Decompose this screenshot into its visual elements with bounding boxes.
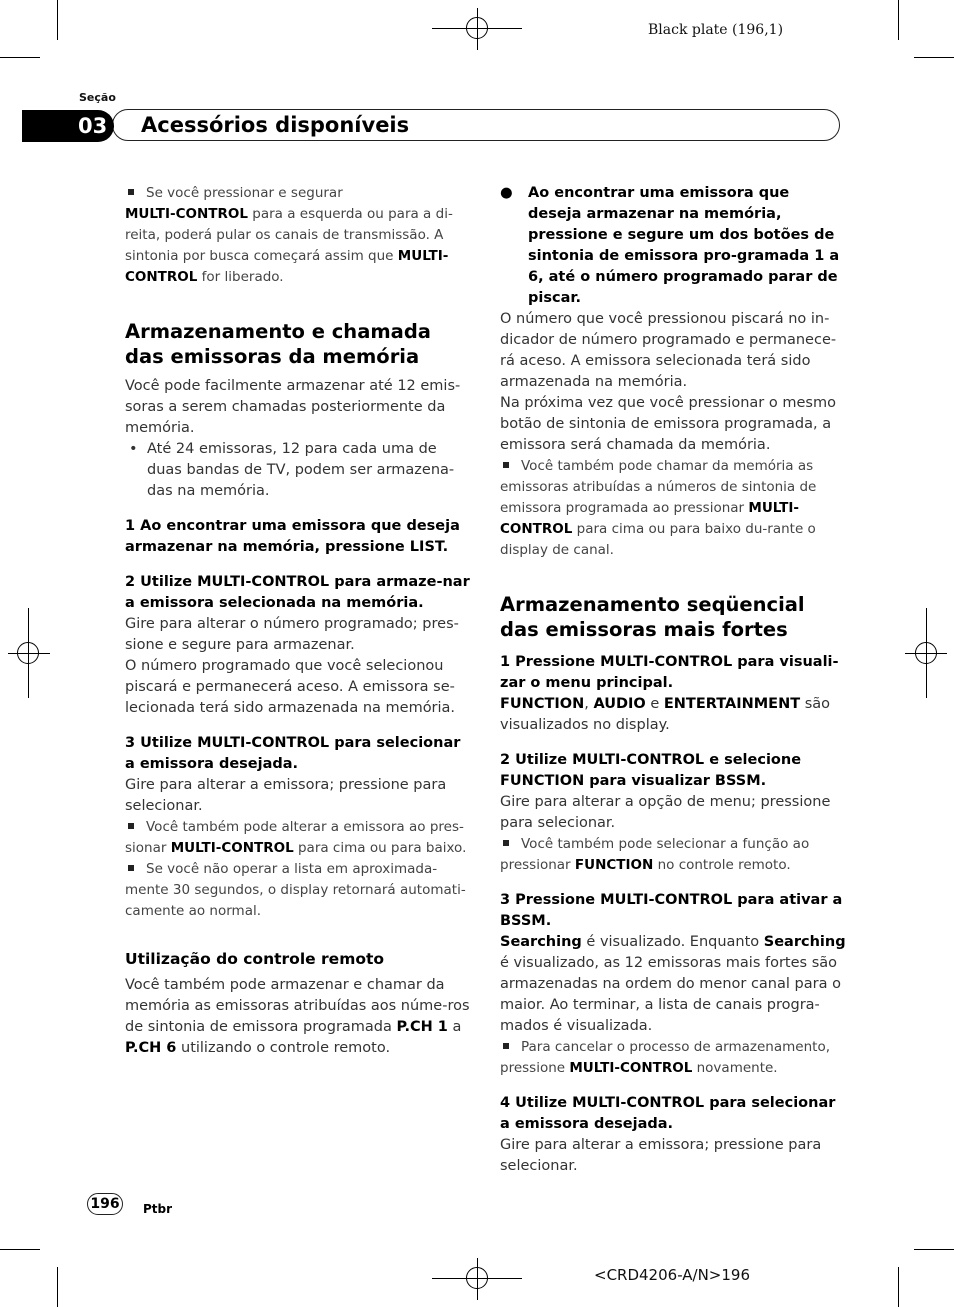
document-code: <CRD4206-A/N>196 [594, 1266, 751, 1284]
paragraph: Gire para alterar a emissora; pressione para selecionar. [500, 1137, 822, 1174]
paragraph: O número programado que você selecionou piscará e permanecerá aceso. A emissora se-lecionada terá sido armazenada na memória. [125, 658, 456, 716]
heading-bssm: Armazenamento seqüencial das emissoras mais fortes [500, 593, 805, 641]
paragraph: Searching é visualizado. Enquanto Searching é visualizado, as 12 emissoras mais fortes são armazenadas na ordem do menor canal para o maior. Ao terminar, a lista de canais progra-mados é visualizada. [500, 934, 846, 1034]
bullet-dot-icon: ● [500, 185, 513, 201]
section-number-badge [22, 110, 114, 142]
crop-mark [898, 1267, 899, 1307]
step-3: 3 Pressione MULTI-CONTROL para ativar a BSSM. [500, 892, 843, 929]
square-bullet-icon [128, 823, 134, 829]
crop-mark [898, 0, 899, 40]
bullet-dot-icon: • [129, 441, 138, 457]
right-column [500, 183, 846, 1177]
square-bullet-icon [503, 462, 509, 468]
bullet-step: ● Ao encontrar uma emissora que deseja armazenar na memória, pressione e segure um dos botões de sintonia de emissora pro-gramada 1 a 6, até o número programado parar de piscar. [500, 185, 840, 306]
paragraph: Você pode facilmente armazenar até 12 emis-soras a serem chamadas posteriormente da memória. [125, 378, 461, 436]
note: Você também pode selecionar a função ao pressionar FUNCTION no controle remoto. [500, 836, 810, 873]
step-1: 1 Ao encontrar uma emissora que deseja armazenar na memória, pressione LIST. [125, 518, 460, 555]
paragraph: Você também pode armazenar e chamar da memória as emissoras atribuídas aos núme-ros de sintonia de emissora programada P.CH 1 a P.CH 6 utilizando o controle remoto. [125, 977, 470, 1056]
paragraph: Gire para alterar a opção de menu; pressione para selecionar. [500, 794, 831, 831]
heading-memory: Armazenamento e chamada das emissoras da memória [125, 320, 431, 368]
page-number: 196 [87, 1193, 123, 1215]
step-4: 4 Utilize MULTI-CONTROL para selecionar a emissora desejada. [500, 1095, 836, 1132]
note: Para cancelar o processo de armazenamento, pressione MULTI-CONTROL novamente. [500, 1039, 830, 1076]
paragraph: Gire para alterar o número programado; pres-sione e segure para armazenar. [125, 616, 459, 653]
square-bullet-icon [128, 189, 134, 195]
section-label: Seção [79, 91, 116, 104]
bullet-item: • Até 24 emissoras, 12 para cada uma de duas bandas de TV, podem ser armazena-das na memória. [129, 441, 455, 499]
note: Você também pode chamar da memória as emissoras atribuídas a números de sintonia de emissora programada ao pressionar MULTI-CONTROL para cima ou para baixo du-rante o display de canal. [500, 458, 817, 558]
plate-info: Black plate (196,1) [648, 22, 784, 38]
crop-mark [914, 1249, 954, 1250]
language-code: Ptbr [143, 1202, 173, 1216]
step-2: 2 Utilize MULTI-CONTROL para armaze-nar a emissora selecionada na memória. [125, 574, 470, 611]
step-2: 2 Utilize MULTI-CONTROL e selecione FUNCTION para visualizar BSSM. [500, 752, 802, 789]
crop-mark [0, 57, 40, 58]
crop-mark [914, 57, 954, 58]
step-3: 3 Utilize MULTI-CONTROL para selecionar a emissora desejada. [125, 735, 461, 772]
intro-note: Se você pressionar e segurar MULTI-CONTROL para a esquerda ou para a di-reita, poderá pular os canais de transmissão. A sintonia por busca começará assim que MULTI-CONTROL for liberado. [125, 185, 453, 285]
note: Você também pode alterar a emissora ao pres-sionar MULTI-CONTROL para cima ou para baixo. [125, 819, 467, 856]
paragraph: Na próxima vez que você pressionar o mesmo botão de sintonia de emissora programada, a emissora será chamada da memória. [500, 395, 836, 453]
section-number: 03 [78, 114, 108, 138]
subheading-remote: Utilização do controle remoto [125, 950, 385, 968]
crop-mark [57, 0, 58, 40]
left-column [125, 183, 471, 1059]
square-bullet-icon [503, 840, 509, 846]
crop-mark [57, 1267, 58, 1307]
note: Se você não operar a lista em aproximada-mente 30 segundos, o display retornará automati-camente ao normal. [125, 861, 466, 919]
paragraph: Gire para alterar a emissora; pressione para selecionar. [125, 777, 447, 814]
paragraph: O número que você pressionou piscará no in-dicador de número programado e permanece-rá aceso. A emissora selecionada terá sido armazenada na memória. [500, 311, 837, 390]
step-1: 1 Pressione MULTI-CONTROL para visuali-zar o menu principal. [500, 654, 839, 691]
section-title: Acessórios disponíveis [141, 113, 410, 137]
paragraph: FUNCTION, AUDIO e ENTERTAINMENT são visualizados no display. [500, 696, 831, 733]
square-bullet-icon [503, 1043, 509, 1049]
square-bullet-icon [128, 865, 134, 871]
crop-mark [0, 1249, 40, 1250]
